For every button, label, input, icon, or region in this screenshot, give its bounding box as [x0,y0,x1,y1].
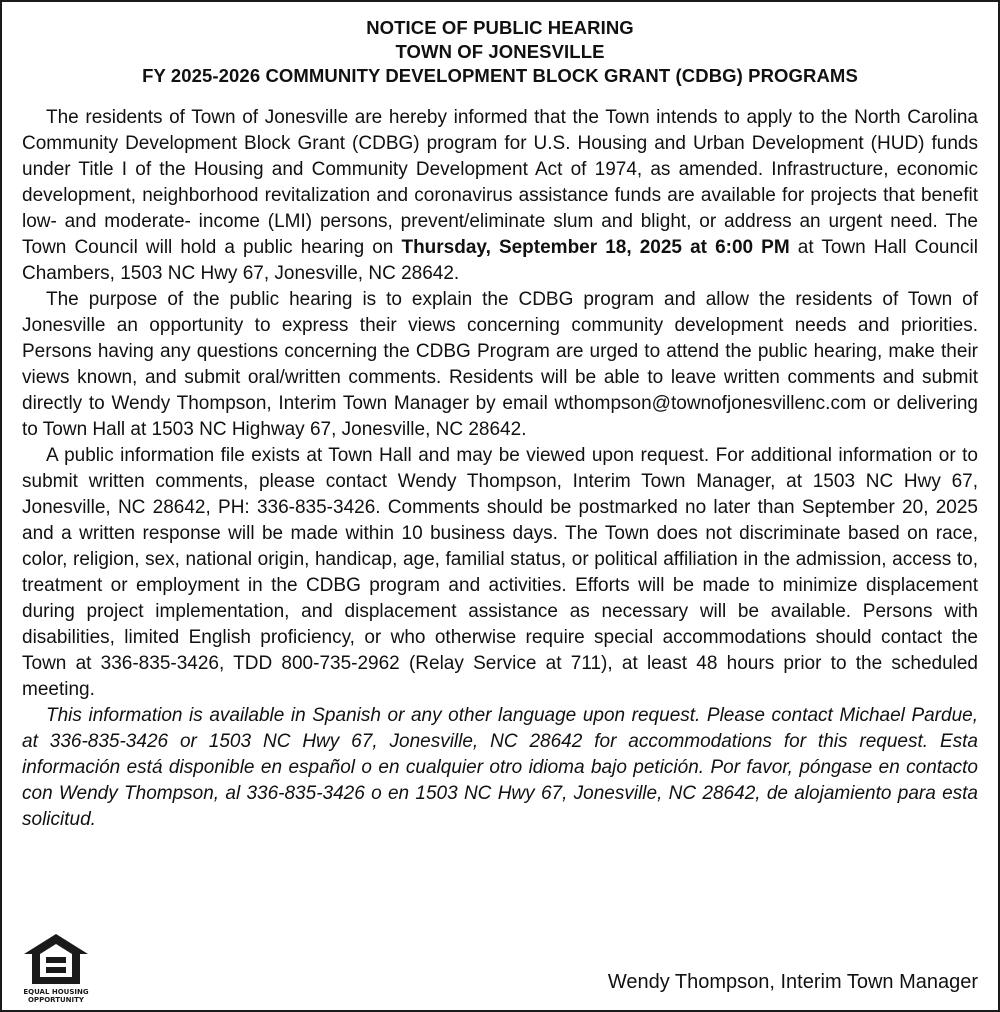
notice-footer [22,932,978,1004]
logo-line-2: OPPORTUNITY [27,995,84,1004]
signature: Wendy Thompson, Interim Town Manager [607,971,978,993]
paragraph-information: A public information file exists at Town Hall and may be viewed upon request. For additional information or to submit written comments, please contact Wendy Thompson, Interim Town Manager, at 1503 NC Hwy 67, Jonesville, NC 28642, PH: 336-835-3426. Comments should be postmarked no later than September 20, 2025 and a written response will be made within 10 business days. The Town does not discriminate based on race, color, religion, sex, national origin, handicap, age, familial status, or political affiliation in the admission, access to, treatment or employment in the CDBG program and activities. Efforts will be made to minimize displacement during project implementation, and displacement assistance as necessary will be available. Persons with disabilities, limited English proficiency, or who otherwise require special accommodations should contact the Town at 336-835-3426, TDD 800-735-2962 (Relay Service at 711), at least 48 hours prior to the scheduled meeting. [22,445,978,700]
paragraph-purpose: The purpose of the public hearing is to explain the CDBG program and allow the residents of Town of Jonesville an opportunity to express their views concerning community development needs and priorities. Persons having any questions concerning the CDBG Program are urged to attend the public hearing, make their views known, and submit oral/written comments. Residents will be able to leave written comments and submit directly to Wendy Thompson, Interim Town Manager by email wthompson@townofjonesvillenc.com or delivering to Town Hall at 1503 NC Highway 67, Jonesville, NC 28642. [22,289,978,440]
paragraph-language: This information is available in Spanish or any other language upon request. Please contact Michael Pardue, at 336-835-3426 or 1503 NC Hwy 67, Jonesville, NC 28642 for accommodations for this request. Esta información está disponible en español o en cualquier otro idioma bajo petición. Por favor, póngase en contacto con Wendy Thompson, al 336-835-3426 o en 1503 NC Hwy 67, Jonesville, NC 28642, de alojamiento para esta solicitud. [22,705,978,830]
notice-header [22,16,978,88]
logo-line-1: EQUAL HOUSING [23,988,89,996]
paragraph-intro [22,105,978,287]
equal-housing-logo-text [22,989,90,1004]
notice-body [22,105,978,833]
notice-title: NOTICE OF PUBLIC HEARING [366,17,634,38]
intro-text: The residents of Town of Jonesville are hereby informed that the Town intends to apply to the North Carolina Community Development Block Grant (CDBG) program for U.S. Housing and Urban Development (HUD) funds under Title I of the Housing and Community Development Act of 1974, as amended. Infrastructure, economic development, neighborhood revitalization and coronavirus assistance funds are available for projects that benefit low- and moderate- income (LMI) persons, prevent/eliminate slum and blight, or address an urgent need. The Town Council will hold a public hearing on [22,107,978,258]
town-name: TOWN OF JONESVILLE [395,41,605,62]
program-title: FY 2025-2026 COMMUNITY DEVELOPMENT BLOCK GRANT (CDBG) PROGRAMS [142,65,858,86]
hearing-datetime: Thursday, September 18, 2025 at 6:00 PM [401,237,790,258]
hearing-location: at Town Hall Council Chambers, 1503 NC Hwy 67, Jonesville, NC 28642. [22,237,978,284]
equal-housing-logo [22,932,90,1004]
equal-housing-opportunity-icon [22,932,90,988]
